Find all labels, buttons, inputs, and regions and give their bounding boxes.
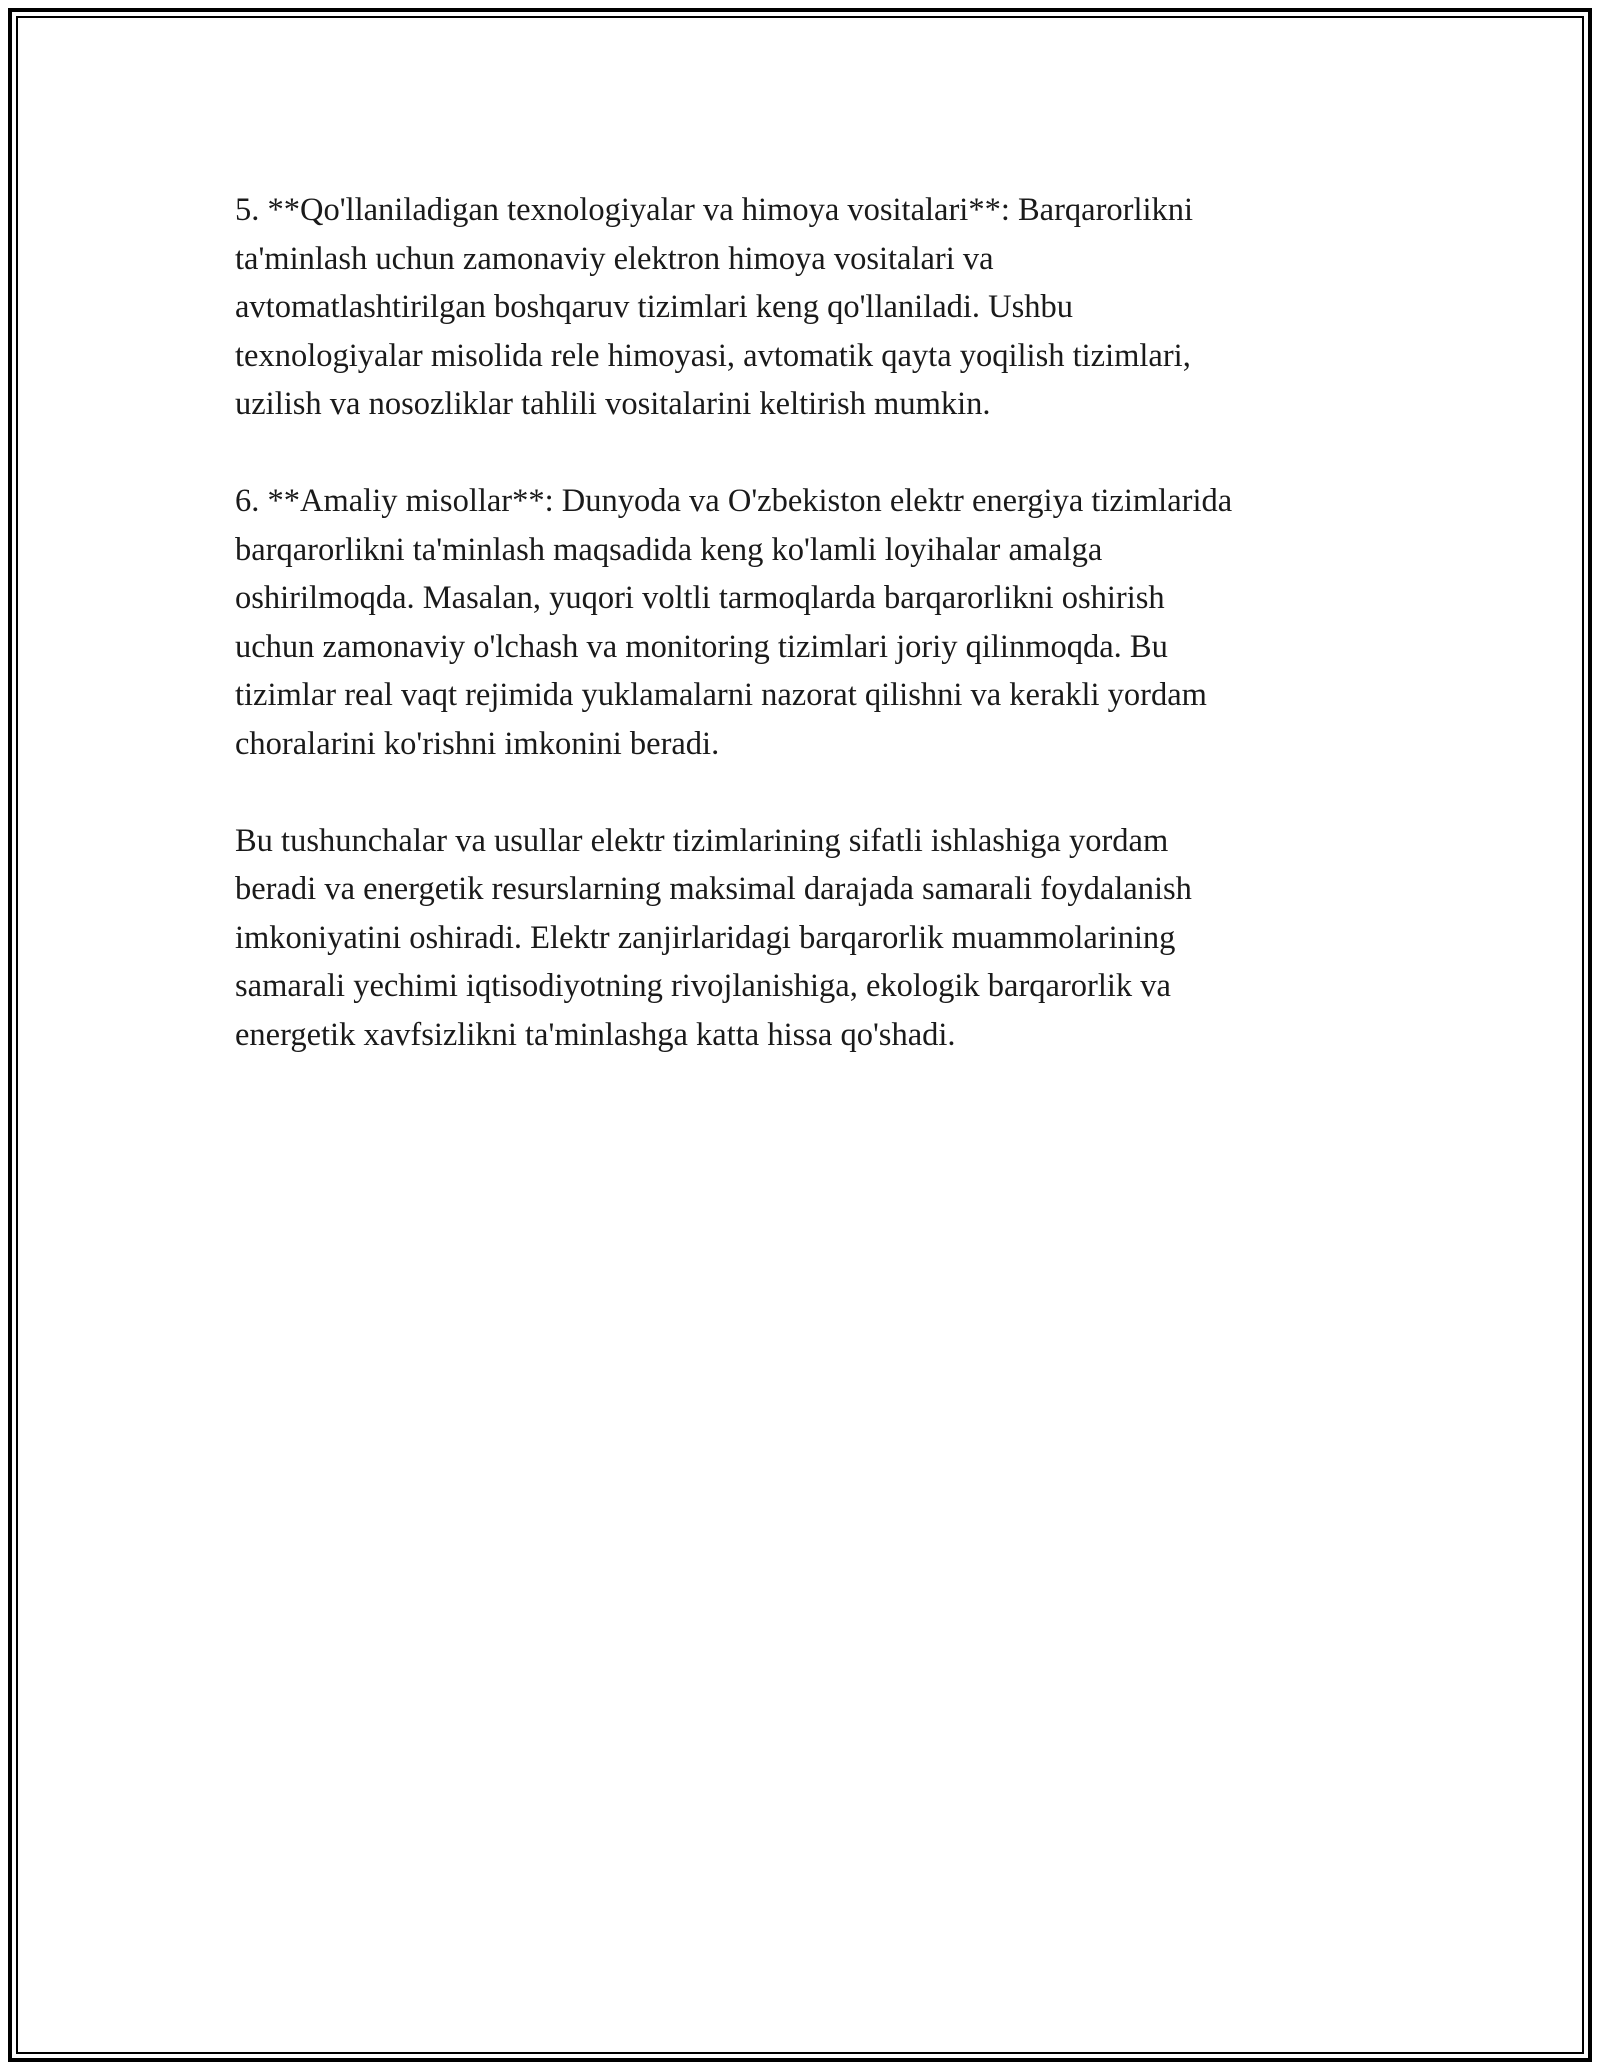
paragraph-practical-examples: 6. **Amaliy misollar**: Dunyoda va O'zbekiston elektr energiya tizimlarida barqarorlikni ta'minlash maqsadida keng ko'lamli loyihalar amalga oshirilmoqda. Masalan, yuqori voltli tarmoqlarda barqarorlikni oshirish uchun zamonaviy o'lchash va monitoring tizimlari joriy qilinmoqda. Bu tizimlar real vaqt rejimida yuklamalarni nazorat qilishni va kerakli yordam choralarini ko'rishni imkonini beradi. [235, 483, 1233, 762]
document-body [235, 186, 1385, 1108]
paragraph-technologies: 5. **Qo'llaniladigan texnologiyalar va himoya vositalari**: Barqarorlikni ta'minlash uchun zamonaviy elektron himoya vositalari va avtomatlashtirilgan boshqaruv tizimlari keng qo'llaniladi. Ushbu texnologiyalar misolida rele himoyasi, avtomatik qayta yoqilish tizimlari, uzilish va nosozliklar tahlili vositalarini keltirish mumkin. [235, 192, 1194, 422]
paragraph-conclusion: Bu tushunchalar va usullar elektr tizimlarining sifatli ishlashiga yordam beradi va energetik resurslarning maksimal darajada samarali foydalanish imkoniyatini oshiradi. Elektr zanjirlaridagi barqarorlik muammolarining samarali yechimi iqtisodiyotning rivojlanishiga, ekologik barqarorlik va energetik xavfsizlikni ta'minlashga katta hissa qo'shadi. [235, 822, 1192, 1053]
